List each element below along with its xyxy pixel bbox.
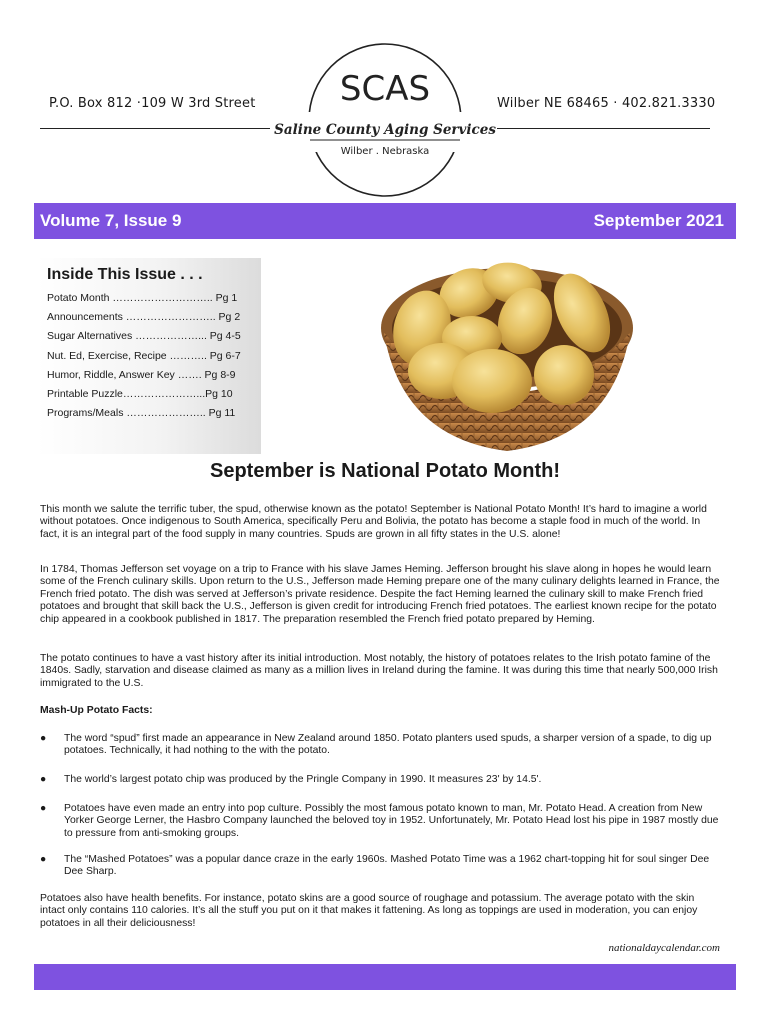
fact-item xyxy=(40,803,720,840)
bullet-icon: ● xyxy=(40,803,47,814)
logo-place: Wilber . Nebraska xyxy=(340,146,430,157)
bullet-icon: ● xyxy=(40,774,47,785)
header-address: P.O. Box 812 ·109 W 3rd Street xyxy=(49,96,256,111)
article-paragraph: The potato continues to have a vast history after its initial introduction. Most notably, the history of potatoes relates to the Irish potato famine of the 1840s. Sadly, starvation and disease claimed as many as a million lives in Ireland during the famine. It was during this time that nearly 500,000 Irish immigrated to the U.S. xyxy=(40,653,718,689)
fact-text: The word “spud” first made an appearance in New Zealand around 1850. Potato planters used spuds, a sharper version of a spade, to dig up potatoes. Technically, it had nothing to the with the potato. xyxy=(64,733,712,757)
issue-banner xyxy=(34,203,736,239)
issue-date: September 2021 xyxy=(593,211,724,230)
fact-text: The “Mashed Potatoes” was a popular dance craze in the early 1960s. Mashed Potato Time was a 1962 chart-topping hit for soul singer Dee Dee Sharp. xyxy=(64,854,710,878)
inside-this-issue-box xyxy=(37,258,261,454)
fact-item xyxy=(40,854,720,879)
potato-basket-image xyxy=(372,253,642,453)
logo-name: Saline County Aging Services xyxy=(274,122,496,138)
toc-item: Printable Puzzle…………………...Pg 10 xyxy=(47,387,233,400)
article-paragraph: Potatoes also have health benefits. For instance, potato skins are a good source of roughage and potassium. The average potato with the skin intact only contains 110 calories. It’s all the stuff you put on it that makes it fattening. As long as toppings are used in moderation, you can enjoy potatoes in all their deliciousness! xyxy=(40,893,698,929)
toc-item: Announcements …………………….. Pg 2 xyxy=(47,311,241,324)
header-city-phone: Wilber NE 68465 · 402.821.3330 xyxy=(497,96,716,111)
toc-item: Sugar Alternatives ………………... Pg 4-5 xyxy=(47,330,241,343)
issue-volume: Volume 7, Issue 9 xyxy=(40,211,182,230)
toc-item: Nut. Ed, Exercise, Recipe ……….. Pg 6-7 xyxy=(47,349,241,362)
toc-title: Inside This Issue . . . xyxy=(47,266,203,283)
bullet-icon: ● xyxy=(40,733,47,744)
header-left-rule xyxy=(40,128,270,129)
fact-text: Potatoes have even made an entry into pop culture. Possibly the most famous potato known to man, Mr. Potato Head. A creation from New Yorker George Lerner, the Hasbro Company launched the beloved toy in 1952. Unfortunately, Mr. Potato Head lost his pipe in 1987 mostly due to pressure from anti-smoking groups. xyxy=(64,803,719,839)
fact-item xyxy=(40,733,720,758)
facts-heading: Mash-Up Potato Facts: xyxy=(40,705,153,716)
scas-logo xyxy=(274,40,496,200)
toc-item: Programs/Meals ………………….. Pg 11 xyxy=(47,407,236,420)
source-credit: nationaldaycalendar.com xyxy=(608,942,720,954)
footer-bar xyxy=(34,964,736,990)
article-title: September is National Potato Month! xyxy=(209,460,561,482)
fact-text: The world’s largest potato chip was produced by the Pringle Company in 1990. It measures 23' by 14.5'. xyxy=(64,774,542,785)
toc-list xyxy=(47,289,259,423)
logo-initials: SCAS xyxy=(339,69,431,109)
toc-item: Potato Month ……………………….. Pg 1 xyxy=(47,292,238,304)
header-right-rule xyxy=(497,128,710,129)
article-paragraph: This month we salute the terrific tuber, the spud, otherwise known as the potato! September is National Potato Month! It’s hard to imagine a world without potatoes. Once indigenous to South America, specifically Peru and Bolivia, the potato has become a staple food in much of the world. In fact, it is an integral part of the food supply in many countries. Spuds are grown in all fifty states in the U.S. alone! xyxy=(40,504,707,540)
bullet-icon: ● xyxy=(40,854,47,865)
article-paragraph: In 1784, Thomas Jefferson set voyage on a trip to France with his slave James Heming. Jefferson brought his slave along in hopes he would learn some of the French culinary skills. Upon return to the U.S., Jefferson made Heming prepare one of the many culinary delights learned in France, the French fried potato. The dish was served at Jefferson’s private residence. Despite the fact Heming learned the culinary skill to make French fried potatoes and brought that skill back the U.S., Jefferson is given credit for introducing French fried potatoes. The earliest known recipe for the potato chip appeared in a cookbook published in 1817. The preparation resembled the French fried potato prepared by Heming. xyxy=(40,564,720,625)
toc-item: Humor, Riddle, Answer Key ……. Pg 8-9 xyxy=(47,368,236,381)
fact-item xyxy=(40,774,720,786)
